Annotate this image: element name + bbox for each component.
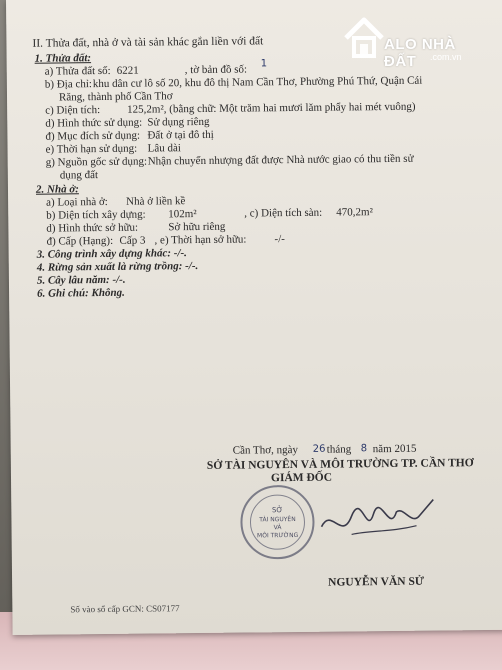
- svg-text:TÀI NGUYÊN: TÀI NGUYÊN: [259, 515, 296, 524]
- sign-day: 26: [312, 443, 326, 455]
- purpose-value: Đất ở tại đô thị: [147, 128, 214, 142]
- floor-area-label: , c) Diện tích sàn:: [244, 206, 323, 220]
- ownership-value: Sở hữu riêng: [168, 220, 226, 234]
- signer-name: NGUYỄN VĂN SỬ: [328, 575, 425, 589]
- other-works: 3. Công trình xây dựng khác: -/-.: [36, 247, 187, 261]
- use-form-value: Sử dụng riêng: [147, 115, 210, 129]
- area-label: c) Diện tích:: [45, 104, 101, 117]
- address-line-2: Răng, thành phố Cần Thơ: [58, 90, 173, 104]
- year-label: năm 2015: [372, 442, 417, 456]
- term-value: Lâu dài: [147, 142, 181, 155]
- certificate-page: [6, 0, 502, 635]
- purpose-label: đ) Mục đích sử dụng:: [45, 129, 141, 143]
- built-area-label: b) Diện tích xây dựng:: [46, 208, 146, 222]
- ownership-label: d) Hình thức sở hữu:: [46, 221, 139, 235]
- month-label: tháng: [326, 443, 352, 456]
- address-label: b) Địa chỉ:: [44, 78, 92, 91]
- use-form-label: d) Hình thức sử dụng:: [45, 116, 143, 130]
- agency-name: SỞ TÀI NGUYÊN VÀ MÔI TRƯỜNG TP. CẦN THƠ: [206, 457, 474, 472]
- term-label: e) Thời hạn sử dụng:: [45, 142, 138, 156]
- grade-label: đ) Cấp (Hạng):: [46, 234, 114, 248]
- production-forest: 4. Rừng sản xuất là rừng trồng: -/-.: [36, 260, 199, 274]
- house-type-value: Nhà ở liền kề: [126, 195, 186, 208]
- svg-text:MÔI TRƯỜNG: MÔI TRƯỜNG: [256, 531, 299, 540]
- map-label: , tờ bản đồ số:: [184, 63, 248, 77]
- watermark-logo: [342, 8, 492, 68]
- house-heading: 2. Nhà ở:: [35, 183, 79, 196]
- house-type-label: a) Loại nhà ở:: [46, 195, 108, 209]
- address-line-1: khu dân cư lô số 20, khu đô thị Nam Cần Thơ, Phường Phú Thứ, Quận Cái: [92, 74, 423, 91]
- land-heading: 1. Thửa đất:: [34, 52, 92, 65]
- grade-value: Cấp 3: [119, 234, 146, 247]
- origin-label: g) Nguồn gốc sử dụng:: [45, 155, 148, 169]
- watermark-domain: .com.vn: [430, 52, 462, 62]
- origin-value-line-2: dụng đất: [59, 169, 99, 182]
- parcel-label: a) Thửa đất số:: [44, 64, 111, 78]
- area-value: 125,2m², (bằng chữ: Một trăm hai mươi lăm phẩy hai mét vuông): [127, 100, 416, 116]
- signer-position: GIÁM ĐỐC: [270, 471, 333, 485]
- certificate-entry-number: Số vào sổ cấp GCN: CS07177: [70, 603, 180, 615]
- svg-text:VÀ: VÀ: [273, 524, 282, 532]
- section-title: II. Thửa đất, nhà ở và tài sản khác gắn liền với đất: [32, 35, 264, 50]
- watermark-name: ALO NHÀ ĐẤT: [384, 36, 456, 70]
- house-icon: [342, 12, 386, 64]
- built-area-value: 102m²: [168, 208, 197, 221]
- perennial-trees: 5. Cây lâu năm: -/-.: [36, 273, 126, 287]
- svg-text:SỞ: SỞ: [271, 506, 283, 515]
- origin-value-line-1: Nhận chuyển nhượng đất được Nhà nước giao có thu tiền sử: [147, 152, 414, 168]
- own-term-value: -/-: [274, 233, 285, 246]
- sign-month: 8: [360, 443, 368, 455]
- official-stamp: [237, 482, 318, 563]
- own-term-label: , e) Thời hạn sở hữu:: [154, 233, 247, 247]
- place-date-prefix: Cần Thơ, ngày: [232, 443, 298, 457]
- map-number: 1: [260, 58, 268, 70]
- parcel-number: 6221: [116, 64, 139, 77]
- floor-area-value: 470,2m²: [336, 206, 373, 219]
- notes: 6. Ghi chú: Không.: [37, 286, 125, 300]
- signature: [311, 485, 442, 556]
